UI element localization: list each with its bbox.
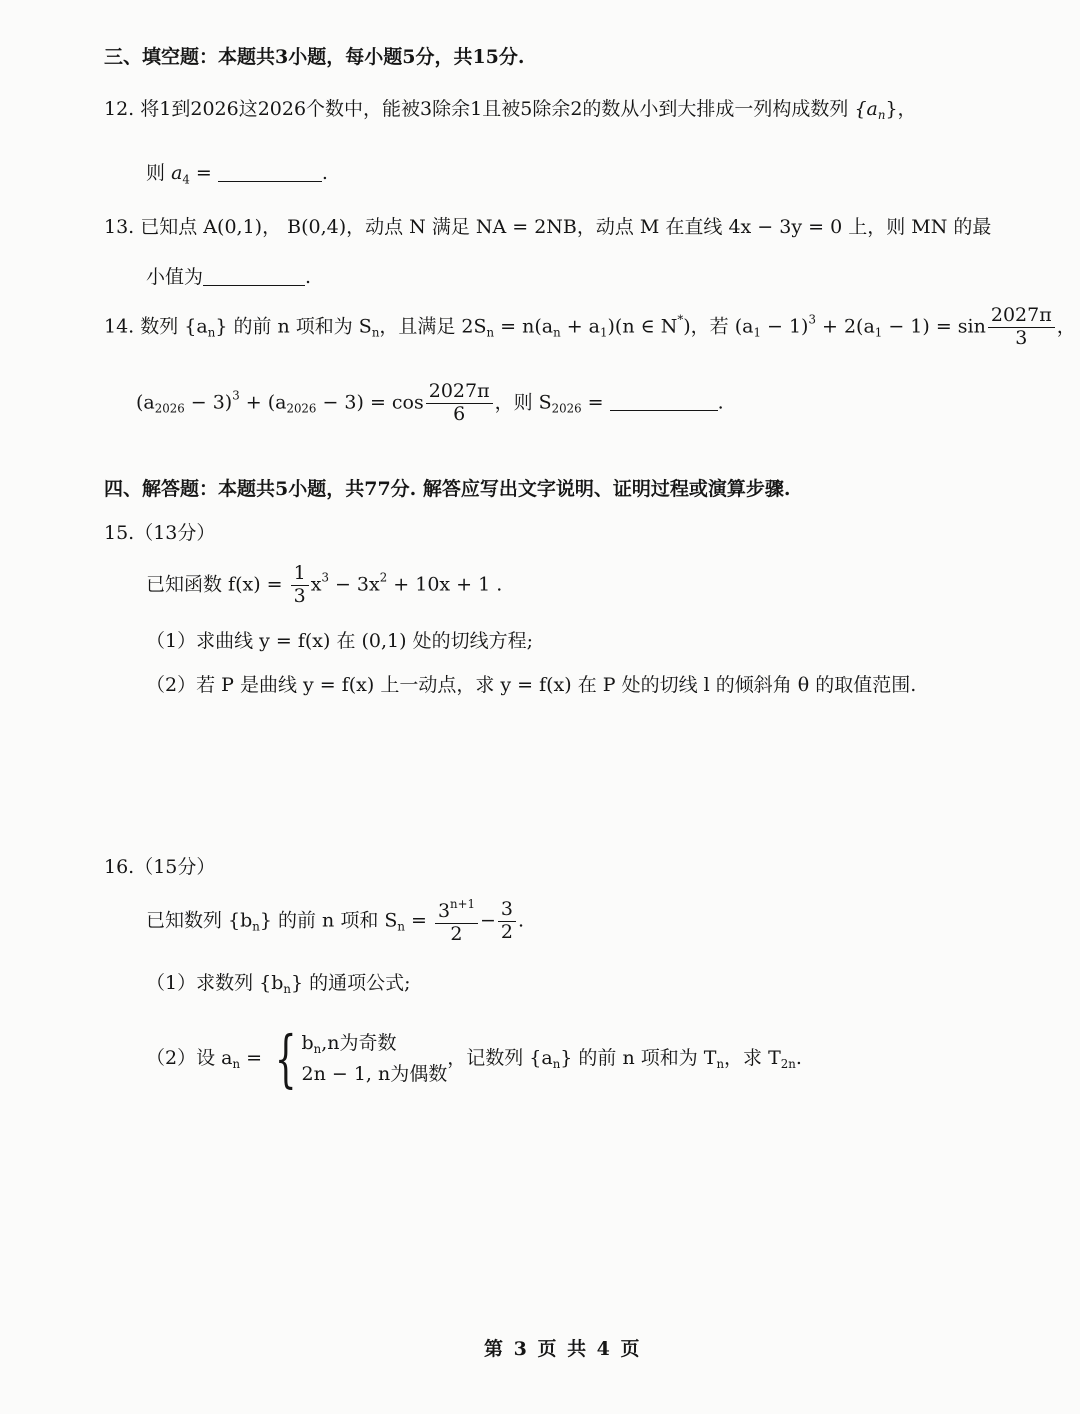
question-number: 12.	[104, 98, 135, 120]
question-15-header: 15.（13分）	[104, 522, 216, 544]
fraction: $\frac{3}{2}$	[498, 900, 516, 943]
fraction: $\frac{3^{n+1}}{2}$	[435, 898, 478, 945]
section-3-heading: 三、填空题：本题共3小题，每小题5分，共15分.	[104, 46, 525, 68]
question-15-part-2: （2）若 P 是曲线 y = f(x) 上一动点，求 y = f(x) 在 P 处的切线 l 的倾斜角 θ 的取值范围.	[146, 674, 917, 696]
question-number: 13.	[104, 216, 135, 238]
question-13-line2: 小值为 .	[146, 266, 312, 289]
question-16-part-2: （2）设 $a_n$ = { $b_n,n$为奇数 2n − 1, n为偶数 ，记数列 $\{a_n\}$ 的前 n 项和为 $T_n$，求 $T_{2n}$.	[146, 1022, 802, 1095]
question-12-line1: 12. 将1到2026这2026个数中，能被3除余1且被5除余2的数从小到大排成一列构成数列 $\{a_n\}$，	[104, 98, 917, 123]
question-text: 已知点 A(0,1)， B(0,4)，动点 N 满足 NA = 2NB，动点 M 在直线 4x − 3y = 0 上，则 MN 的最	[140, 216, 992, 238]
question-12-line2: 则 $a_4$ = .	[146, 162, 328, 187]
question-15-stem: 已知函数 f(x) = $\frac{1}{3}$ $x^3 - 3x^2 + 10x + 1$ .	[146, 562, 503, 607]
page-number-footer: 第 3 页 共 4 页	[484, 1338, 642, 1360]
question-13-line1	[104, 216, 991, 239]
section-4-heading: 四、解答题：本题共5小题，共77分. 解答应写出文字说明、证明过程或演算步骤.	[104, 478, 791, 500]
question-16-header: 16.（15分）	[104, 856, 216, 878]
left-brace: {	[274, 1022, 297, 1095]
question-14-line1: 14. 数列 $\{a_n\}$ 的前 n 项和为 $S_n$，且满足 $2S_n = n(a_n + a_1)(n$ ∈ N*)，若 $(a_1 - 1)^3 + 2(a_1 - 1) = \sin$ $\frac{2027\pi}{3}$ ，	[104, 304, 1076, 349]
answer-blank[interactable]	[203, 266, 305, 286]
fraction: $\frac{2027\pi}{6}$	[426, 382, 493, 425]
fraction: $\frac{2027\pi}{3}$	[988, 306, 1055, 349]
question-16-part-1: （1）求数列 $\{b_n\}$ 的通项公式;	[146, 972, 411, 997]
answer-blank[interactable]	[218, 162, 322, 182]
question-14-line2: $(a_{2026} - 3)^3 + (a_{2026} - 3) = \cos$ $\frac{2027\pi}{6}$ ，则 $S_{2026}$ = .	[136, 380, 724, 425]
question-16-stem: 已知数列 $\{b_n\}$ 的前 n 项和 $S_n$ = $\frac{3^{n+1}}{2}$ − $\frac{3}{2}$ .	[146, 897, 525, 945]
question-number: 14.	[104, 315, 135, 338]
answer-blank[interactable]	[610, 391, 718, 411]
fraction: $\frac{1}{3}$	[291, 564, 309, 607]
question-15-part-1: （1）求曲线 y = f(x) 在 (0,1) 处的切线方程;	[146, 630, 533, 652]
question-text: 将1到2026这2026个数中，能被3除余1且被5除余2的数从小到大排成一列构成数列	[140, 98, 849, 120]
piecewise-cases: $b_n,n$为奇数 2n − 1, n为偶数	[301, 1032, 448, 1086]
